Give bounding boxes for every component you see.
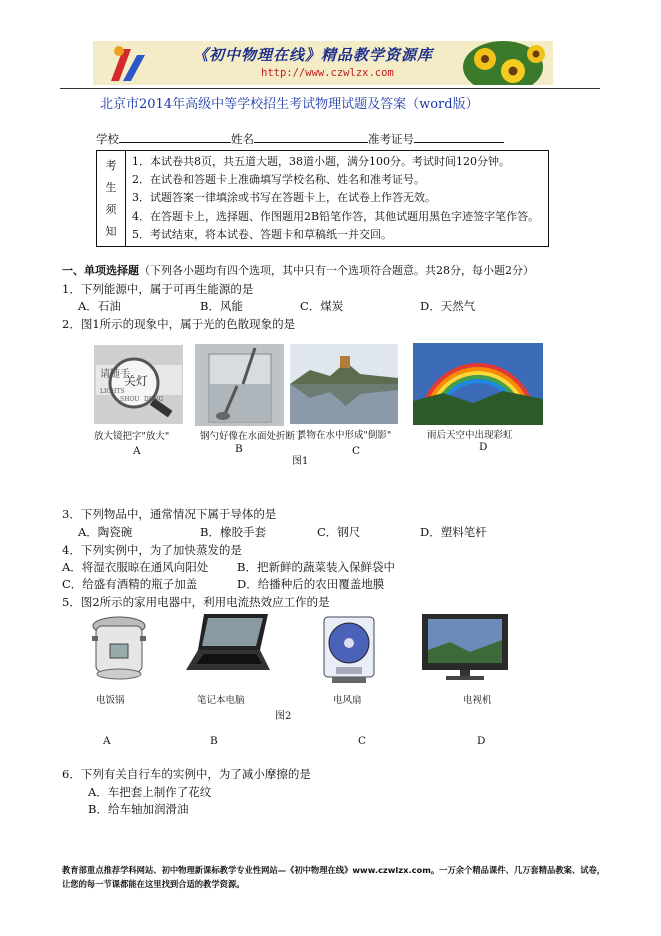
fig1-caption-b: 钢勺好像在水面处折断了 xyxy=(200,431,305,442)
q3-stem: 3．下列物品中，通常情况下属于导体的是 xyxy=(62,507,277,521)
photo-laptop xyxy=(186,612,271,674)
page-footer: 教育部重点推荐学科网站、初中物理新课标教学专业性网站—《初中物理在线》www.czwlzx.com。一万余个精品课件、几万套精品教案、试卷，让您的每一节课都能在这里找到合适的教学资源。 xyxy=(62,865,606,889)
q3-option-a[interactable]: A．陶瓷碗 xyxy=(78,525,133,539)
notice-item: 3．试题答案一律填涂或书写在答题卡上，在试卷上作答无效。 xyxy=(132,191,436,205)
photo-rice-cooker xyxy=(88,612,150,682)
notice-label: 考 生 须 知 xyxy=(97,151,126,247)
photo-television xyxy=(420,612,510,682)
fig1-letter-c[interactable]: C xyxy=(352,445,361,457)
banner-url[interactable]: http://www.czwlzx.com xyxy=(261,67,394,79)
fig2-caption-c: 电风扇 xyxy=(333,695,362,706)
q4-option-a[interactable]: A．将湿衣服晾在通风向阳处 xyxy=(62,560,209,574)
q3-option-b[interactable]: B．橡胶手套 xyxy=(200,525,266,539)
q5-stem: 5．图2所示的家用电器中，利用电流热效应工作的是 xyxy=(62,595,330,609)
school-label: 学校 xyxy=(96,132,119,146)
notice-item: 5．考试结束，将本试卷、答题卡和草稿纸一并交回。 xyxy=(132,227,392,241)
exam-number-blank[interactable] xyxy=(414,131,504,143)
q1-option-a[interactable]: A．石油 xyxy=(78,299,121,313)
exam-notice-box xyxy=(96,150,549,247)
fig1-letter-a[interactable]: A xyxy=(133,445,141,457)
photo-label-deng: DENG xyxy=(144,396,164,403)
section-title: 一、单项选择题 xyxy=(62,264,139,277)
magnifier-scene xyxy=(94,345,183,424)
photo-magnifier xyxy=(94,345,183,424)
fig2-letter-d[interactable]: D xyxy=(477,735,486,747)
header-rule xyxy=(60,88,600,89)
q4-option-b[interactable]: B．把新鲜的蔬菜装入保鲜袋中 xyxy=(237,560,395,574)
q1-option-b[interactable]: B．风能 xyxy=(200,299,243,313)
header-banner xyxy=(93,41,553,85)
notice-item: 1．本试卷共8页，共五道大题，38道小题，满分100分。考试时间120分钟。 xyxy=(132,155,510,168)
photo-rainbow xyxy=(413,343,543,425)
fig1-caption-a: 放大镜把字"放大" xyxy=(94,431,170,442)
fig1-letter-b[interactable]: B xyxy=(235,443,243,455)
q4-option-c[interactable]: C．给盛有酒精的瓶子加盖 xyxy=(62,577,198,591)
q6-option-a[interactable]: A．车把套上制作了花纹 xyxy=(88,785,212,799)
fig2-caption-b: 笔记本电脑 xyxy=(197,695,245,706)
name-label: 姓名 xyxy=(231,132,254,146)
fig2-caption-d: 电视机 xyxy=(463,695,492,706)
page-title: 北京市2014年高级中等学校招生考试物理试题及答案（word版） xyxy=(100,97,479,112)
photo-label-shou: SHOU xyxy=(120,396,140,403)
section-heading xyxy=(62,262,534,278)
fig1-caption-d: 雨后天空中出现彩虹 xyxy=(427,430,513,441)
q1-option-d[interactable]: D．天然气 xyxy=(420,299,476,313)
fig2-letter-a[interactable]: A xyxy=(103,735,111,747)
photo-electric-fan xyxy=(320,615,378,687)
photo-label-lights: LIGHTS xyxy=(100,388,125,395)
q4-stem: 4．下列实例中，为了加快蒸发的是 xyxy=(62,543,242,557)
notice-items xyxy=(126,151,549,247)
q4-option-d[interactable]: D．给播种后的农田覆盖地膜 xyxy=(237,577,385,591)
fig2-letter-c[interactable]: C xyxy=(358,735,367,747)
figure-1-label: 图1 xyxy=(292,456,309,467)
q6-stem: 6．下列有关自行车的实例中，为了减小摩擦的是 xyxy=(62,767,311,781)
fig2-letter-b[interactable]: B xyxy=(210,735,218,747)
photo-label-turn-off-light: 关灯 xyxy=(124,374,149,388)
school-blank[interactable] xyxy=(119,131,231,143)
q2-stem: 2．图1所示的现象中，属于光的色散现象的是 xyxy=(62,317,296,331)
figure-2-label: 图2 xyxy=(275,711,292,722)
q3-option-c[interactable]: C．钢尺 xyxy=(317,525,361,539)
q1-option-c[interactable]: C．煤炭 xyxy=(300,299,344,313)
name-blank[interactable] xyxy=(254,131,368,143)
fig2-caption-a: 电饭锅 xyxy=(96,695,125,706)
exam-number-label: 准考证号 xyxy=(368,132,414,146)
section-note: （下列各小题均有四个选项，其中只有一个选项符合题意。共28分，每小题2分） xyxy=(139,264,534,277)
photo-label-please-turn-off: 请随手 xyxy=(100,369,130,380)
q3-option-d[interactable]: D．塑料笔杆 xyxy=(420,525,487,539)
q1-stem: 1．下列能源中，属于可再生能源的是 xyxy=(62,282,254,296)
fig1-caption-c: 景物在水中形成"倒影" xyxy=(297,430,392,441)
photo-reflection xyxy=(290,344,398,424)
fig1-letter-d[interactable]: D xyxy=(479,441,488,453)
student-info-fields xyxy=(96,131,504,147)
banner-title: 《初中物理在线》精品教学资源库 xyxy=(193,46,434,64)
photo-spoon-glass xyxy=(195,344,284,426)
notice-item: 4．在答题卡上，选择题、作图题用2B铅笔作答，其他试题用黑色字迹签字笔作答。 xyxy=(132,209,540,223)
q6-option-b[interactable]: B．给车轴加润滑油 xyxy=(88,802,189,816)
notice-item: 2．在试卷和答题卡上准确填写学校名称、姓名和准考证号。 xyxy=(132,173,425,187)
